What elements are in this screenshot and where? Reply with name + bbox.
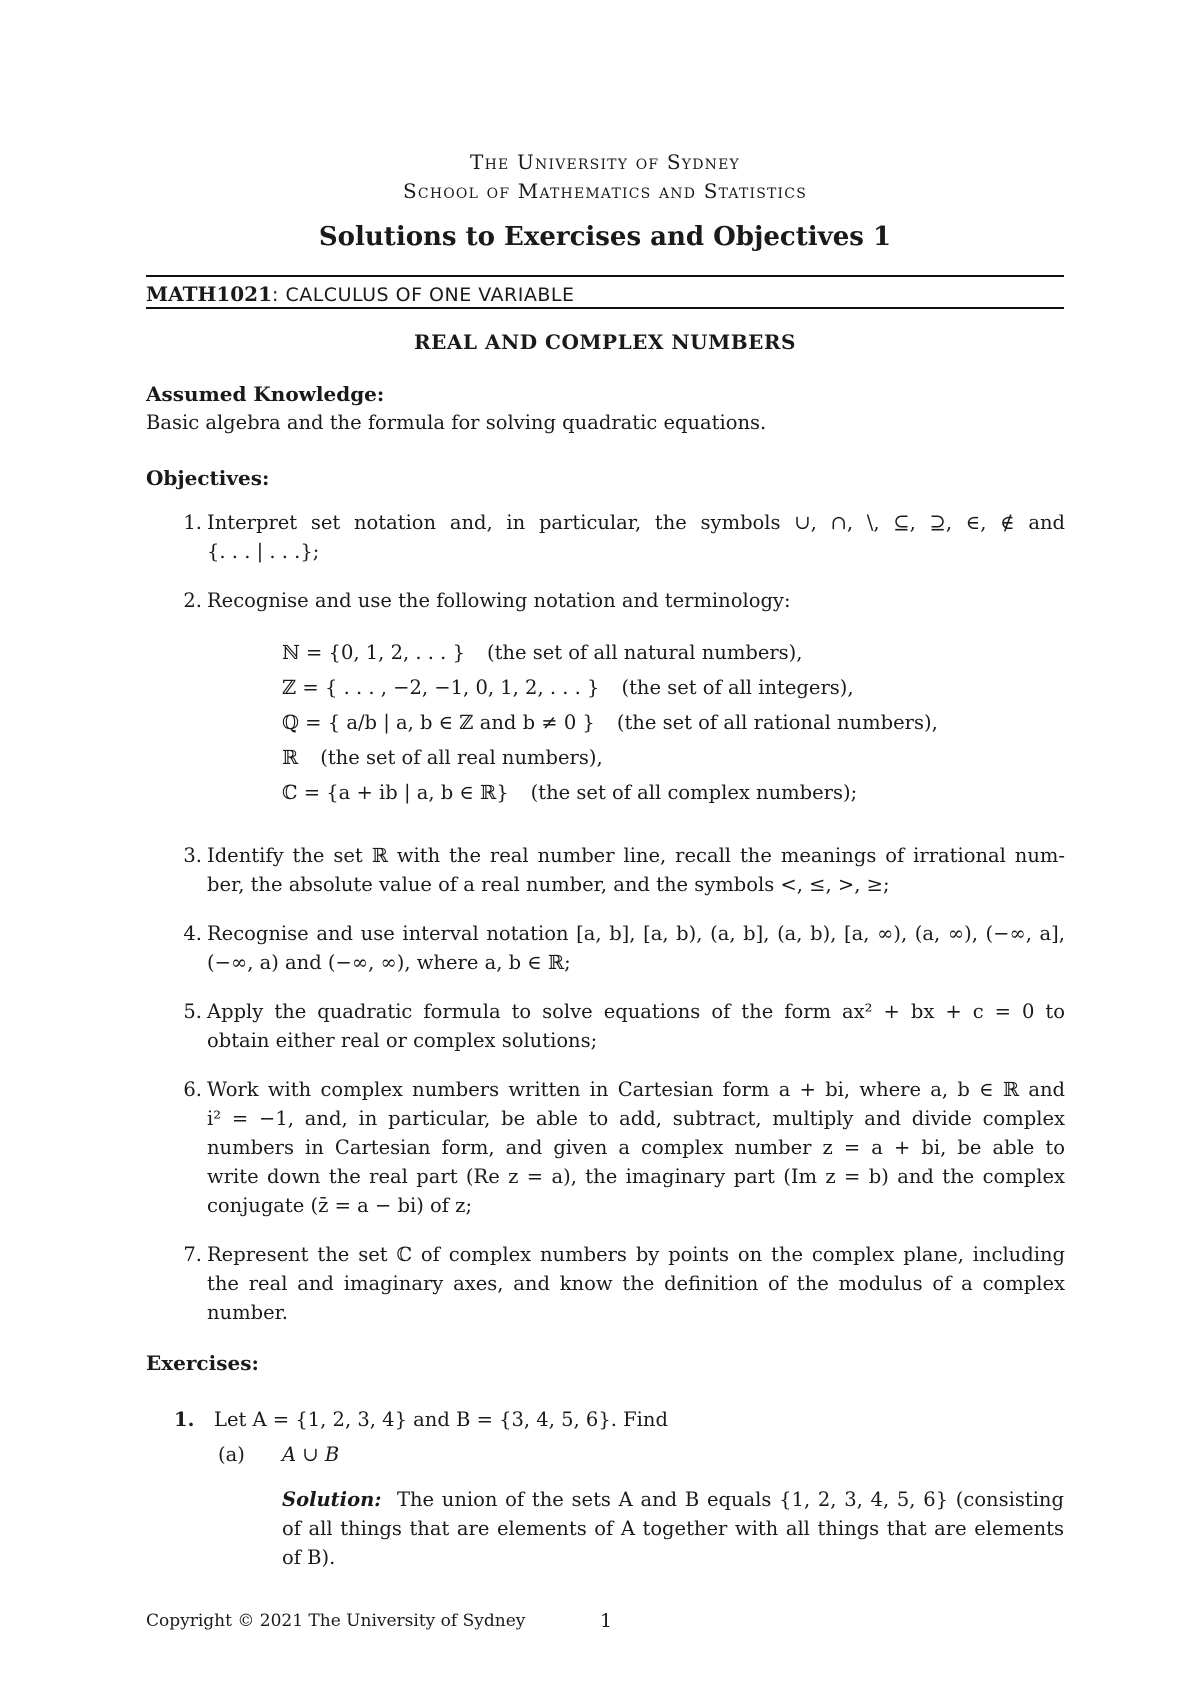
exercise-text: Let A = {1, 2, 3, 4} and B = {3, 4, 5, 6}. Find — [214, 1408, 668, 1431]
objective-number: 2. — [183, 589, 202, 612]
objective-number: 3. — [183, 844, 202, 867]
solution-label: Solution: — [282, 1488, 382, 1511]
top-rule — [146, 275, 1064, 277]
objective-line: (−∞, a) and (−∞, ∞), where a, b ∈ ℝ; — [207, 951, 571, 974]
notation-equation — [282, 746, 603, 769]
part-label: (a) — [218, 1443, 245, 1466]
notation-equation — [282, 781, 857, 804]
solution-line: of all things that are elements of A together with all things that are elements — [282, 1517, 1064, 1540]
objective-line: Recognise and use the following notation and terminology: — [207, 589, 791, 612]
objective-number: 1. — [183, 511, 202, 534]
solution-text: The union of the sets A and B equals {1, 2, 3, 4, 5, 6} (consisting — [396, 1488, 1064, 1511]
solution-line: of B). — [282, 1546, 336, 1569]
objective-number: 6. — [183, 1078, 202, 1101]
objective-line: Identify the set ℝ with the real number line, recall the meanings of irrational num- — [207, 844, 1065, 867]
objective-line: {. . . | . . .}; — [207, 540, 320, 563]
equation-lhs: ℤ = { . . . , −2, −1, 0, 1, 2, . . . } — [282, 676, 600, 699]
equation-lhs: ℚ = { a/b | a, b ∈ ℤ and b ≠ 0 } — [282, 711, 595, 734]
objective-line: write down the real part (Re z = a), the imaginary part (Im z = b) and the complex — [207, 1165, 1065, 1188]
objective-line: Work with complex numbers written in Cartesian form a + bi, where a, b ∈ ℝ and — [207, 1078, 1065, 1101]
objective-line: obtain either real or complex solutions; — [207, 1029, 598, 1052]
equation-lhs: ℝ — [282, 746, 299, 769]
equation-description: (the set of all complex numbers); — [530, 781, 858, 804]
assumed-heading: Assumed Knowledge: — [146, 382, 385, 406]
page-title: Solutions to Exercises and Objectives 1 — [318, 222, 892, 252]
course-line — [146, 282, 574, 306]
page-number: 1 — [600, 1610, 613, 1632]
equation-description: (the set of all natural numbers), — [486, 641, 803, 664]
objective-line: Apply the quadratic formula to solve equations of the form ax² + bx + c = 0 to — [207, 1000, 1065, 1023]
objective-line: the real and imaginary axes, and know the definition of the modulus of a complex — [207, 1272, 1065, 1295]
equation-description: (the set of all real numbers), — [320, 746, 603, 769]
notation-equation — [282, 641, 803, 664]
objective-line: i² = −1, and, in particular, be able to add, subtract, multiply and divide complex — [207, 1107, 1065, 1130]
university-name: The University of Sydney — [470, 150, 740, 174]
exercise-number: 1. — [174, 1408, 195, 1431]
objective-line: Recognise and use interval notation [a, b], [a, b), (a, b], (a, b), [a, ∞), (a, ∞), (−∞, a], — [207, 922, 1065, 945]
objective-line: number. — [207, 1301, 289, 1324]
objective-line: numbers in Cartesian form, and given a complex number z = a + bi, be able to — [207, 1136, 1065, 1159]
course-code: MATH1021 — [146, 282, 273, 306]
copyright-notice: Copyright © 2021 The University of Sydney — [146, 1611, 526, 1631]
part-text: A ∪ B — [282, 1443, 340, 1466]
objective-number: 4. — [183, 922, 202, 945]
objective-number: 5. — [183, 1000, 202, 1023]
objective-number: 7. — [183, 1243, 202, 1266]
notation-equation — [282, 676, 854, 699]
objective-line: Represent the set ℂ of complex numbers by points on the complex plane, including — [207, 1243, 1065, 1266]
solution-line — [282, 1488, 1064, 1511]
assumed-text: Basic algebra and the formula for solving quadratic equations. — [146, 411, 767, 434]
bottom-rule — [146, 307, 1064, 309]
course-name: : CALCULUS OF ONE VARIABLE — [272, 284, 575, 306]
equation-description: (the set of all rational numbers), — [616, 711, 938, 734]
equation-lhs: ℕ = {0, 1, 2, . . . } — [282, 641, 465, 664]
notation-equation — [282, 711, 938, 734]
exercises-heading: Exercises: — [146, 1351, 259, 1375]
objective-line: Interpret set notation and, in particular, the symbols ∪, ∩, \, ⊆, ⊇, ∈, ∉ and — [207, 511, 1065, 534]
objectives-heading: Objectives: — [146, 466, 270, 490]
equation-description: (the set of all integers), — [621, 676, 854, 699]
objective-line: conjugate (z̄ = a − bi) of z; — [207, 1194, 473, 1217]
objective-line: ber, the absolute value of a real number, and the symbols <, ≤, >, ≥; — [207, 873, 890, 896]
school-name: School of Mathematics and Statistics — [403, 179, 807, 203]
topic-title: REAL AND COMPLEX NUMBERS — [414, 330, 796, 354]
equation-lhs: ℂ = {a + ib | a, b ∈ ℝ} — [282, 781, 509, 804]
